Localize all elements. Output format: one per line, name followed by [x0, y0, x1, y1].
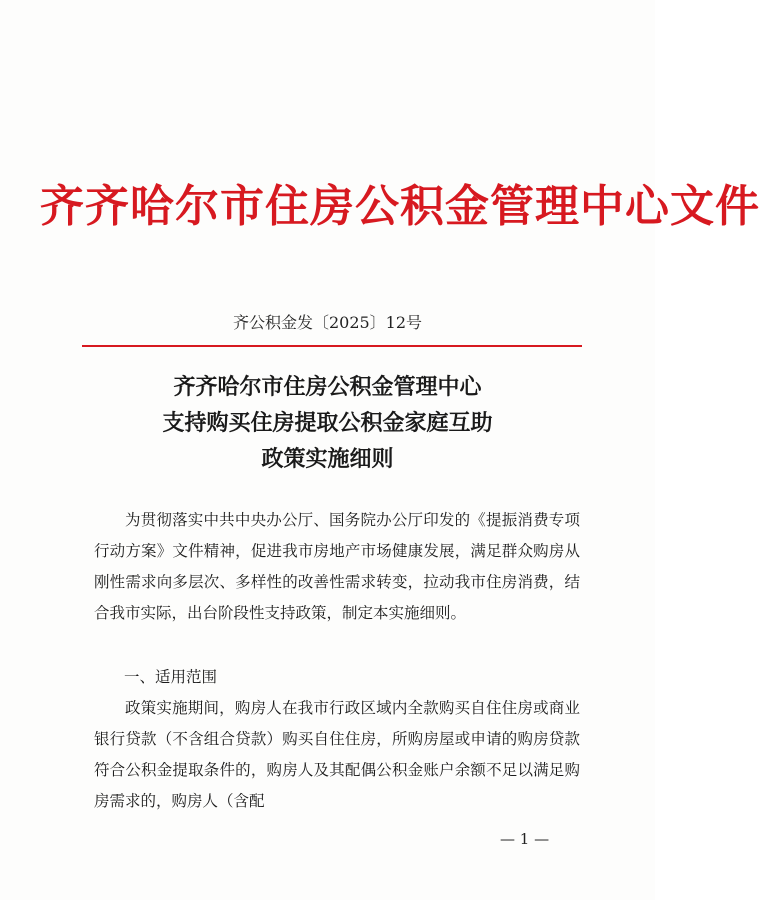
document-title-line-1: 齐齐哈尔市住房公积金管理中心: [173, 374, 482, 400]
page-number: — 1 —: [500, 830, 550, 848]
intro-paragraph: 为贯彻落实中共中央办公厅、国务院办公厅印发的《提振消费专项行动方案》文件精神，促进我市房地产市场健康发展，满足群众购房从刚性需求向多层次、多样性的改善性需求转变，拉动我市住房消费，结合我市实际，出台阶段性支持政策，制定本实施细则。: [94, 511, 580, 622]
document-title-line-3: 政策实施细则: [261, 446, 394, 472]
intro-section: [94, 505, 580, 629]
document-number: 齐公积金发〔2025〕12号: [232, 313, 423, 332]
red-divider-line: [82, 345, 582, 347]
scope-section: [94, 693, 580, 817]
document-masthead: 齐齐哈尔市住房公积金管理中心文件: [40, 181, 760, 232]
scope-paragraph: 政策实施期间，购房人在我市行政区域内全款购买自住住房或商业银行贷款（不含组合贷款）购买自住住房，所购房屋或申请的购房贷款符合公积金提取条件的，购房人及其配偶公积金账户余额不足以满足购房需求的，购房人（含配: [94, 699, 580, 810]
document-title-line-2: 支持购买住房提取公积金家庭互助: [162, 410, 493, 436]
section-heading-scope: 一、适用范围: [124, 668, 218, 686]
